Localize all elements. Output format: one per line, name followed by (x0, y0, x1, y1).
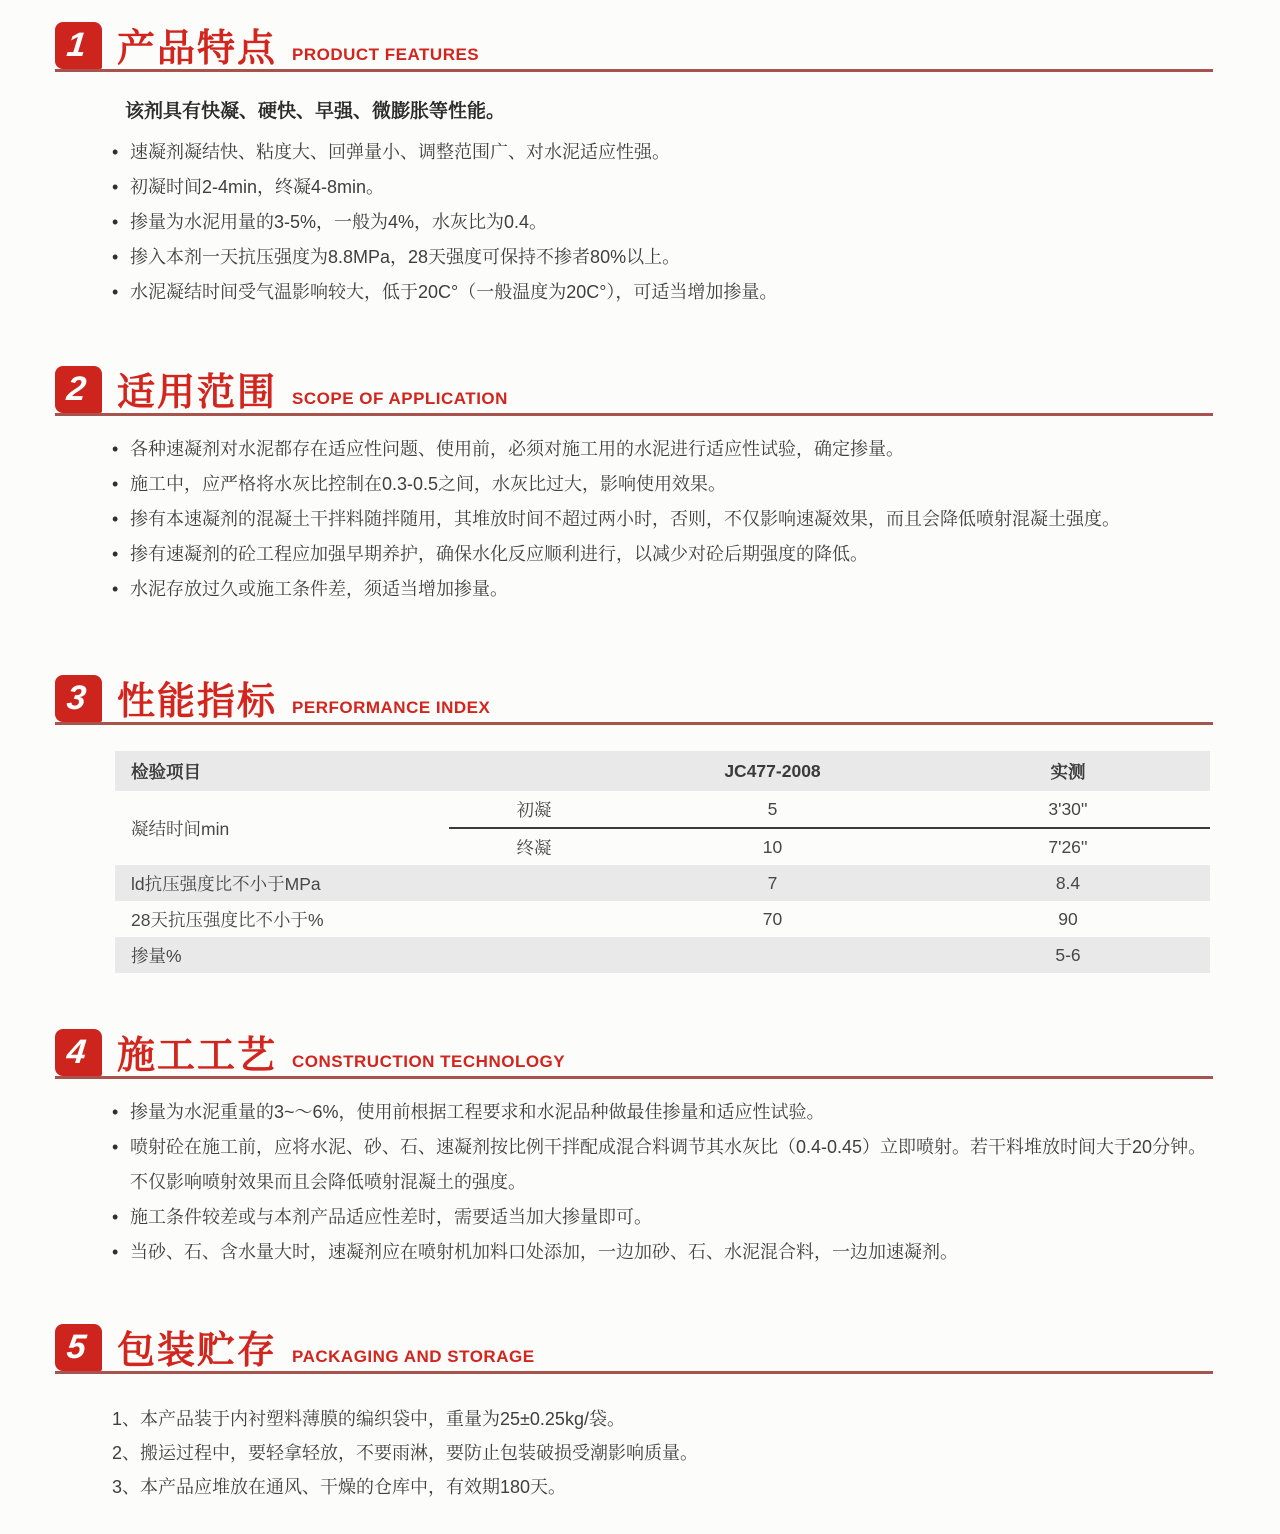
section-title: 适用范围 (117, 372, 278, 414)
bullet-item: • 各种速凝剂对水泥都存在适应性问题、使用前，必须对施工用的水泥进行适应性试验，确定掺量。 (130, 432, 1213, 467)
bullet-item: • 掺入本剂一天抗压强度为8.8MPa，28天强度可保持不掺者80%以上。 (130, 240, 1213, 275)
section-title: 施工工艺 (117, 1035, 278, 1077)
bullet-item: • 喷射砼在施工前，应将水泥、砂、石、速凝剂按比例干拌配成混合料调节其水灰比（0.4-0.45）立即喷射。若干料堆放时间大于20分钟。不仅影响喷射效果而且会降低喷射混凝土的强度。 (130, 1130, 1213, 1200)
section-5-header (55, 1324, 1213, 1374)
section-number-badge (55, 22, 102, 69)
section-construction-technology (55, 1029, 1213, 1270)
cell-measured: 8.4 (1055, 872, 1081, 893)
bullet-item: • 初凝时间2-4min，终凝4-8min。 (130, 170, 1213, 205)
bullet-item: • 掺有本速凝剂的混凝土干拌料随拌随用，其堆放时间不超过两小时，否则，不仅影响速凝效果，而且会降低喷射混凝土强度。 (130, 502, 1213, 537)
performance-table (115, 751, 1210, 973)
cell-standard: 10 (762, 836, 783, 857)
section-1-header (55, 22, 1213, 72)
cell-measured: 7'26'' (1048, 836, 1088, 857)
section-product-features (55, 22, 1213, 310)
bullet-item: • 当砂、石、含水量大时，速凝剂应在喷射机加料口处添加，一边加砂、石、水泥混合料，一边加速凝剂。 (130, 1235, 1213, 1270)
intro-line: 该剂具有快凝、硬快、早强、微膨胀等性能。 (125, 101, 506, 122)
section-number-badge (55, 1029, 102, 1076)
section-number-badge (55, 366, 102, 413)
section-number: 2 (65, 370, 89, 408)
bullet-item: • 速凝剂凝结快、粘度大、回弹量小、调整范围广、对水泥适应性强。 (130, 135, 1213, 170)
table-row-initial-set (115, 791, 1210, 828)
cell-item: ld抗压强度比不小于MPa (131, 873, 321, 894)
table-row (115, 865, 1210, 901)
bullet-item: • 掺量为水泥重量的3~～6%，使用前根据工程要求和水泥品种做最佳掺量和适应性试验。 (130, 1095, 1213, 1130)
section-subtitle: PERFORMANCE INDEX (292, 698, 491, 717)
section-subtitle: PACKAGING AND STORAGE (292, 1347, 535, 1366)
numbered-item: 3、本产品应堆放在通风、干燥的仓库中，有效期180天。 (112, 1477, 567, 1497)
bullet-list (55, 135, 1213, 310)
section-subtitle: SCOPE OF APPLICATION (292, 389, 508, 408)
section-number: 4 (65, 1033, 89, 1071)
section-number: 1 (65, 26, 89, 64)
bullet-list (55, 432, 1213, 607)
numbered-item: 1、本产品装于内衬塑料薄膜的编织袋中，重量为25±0.25kg/袋。 (112, 1409, 625, 1429)
cell-measured: 90 (1058, 908, 1078, 929)
numbered-list (55, 1402, 1213, 1504)
section-number: 3 (65, 679, 89, 717)
bullet-item: • 施工条件较差或与本剂产品适应性差时，需要适当加大掺量即可。 (130, 1200, 1213, 1235)
section-3-header (55, 675, 1213, 725)
section-performance-index (55, 675, 1213, 973)
bullet-item: • 水泥凝结时间受气温影响较大，低于20C°（一般温度为20C°），可适当增加掺量。 (130, 275, 1213, 310)
table-row (115, 901, 1210, 937)
cell-standard: 70 (762, 908, 783, 929)
numbered-item: 2、搬运过程中，要轻拿轻放，不要雨淋，要防止包装破损受潮影响质量。 (112, 1443, 699, 1463)
col-header-item: 检验项目 (131, 761, 201, 782)
cell-measured: 3'30'' (926, 791, 1210, 828)
cell-standard: 5 (619, 791, 926, 828)
cell-item: 掺量% (131, 945, 182, 966)
section-subtitle: CONSTRUCTION TECHNOLOGY (292, 1052, 566, 1071)
cell-item: 28天抗压强度比不小于% (131, 909, 324, 930)
col-header-standard: JC477-2008 (724, 760, 821, 781)
bullet-item: • 施工中，应严格将水灰比控制在0.3-0.5之间，水灰比过大，影响使用效果。 (130, 467, 1213, 502)
section-packaging-and-storage (55, 1324, 1213, 1504)
cell-sub-name: 初凝 (449, 791, 619, 828)
table-row (115, 937, 1210, 973)
section-2-header (55, 366, 1213, 416)
setting-time-label: 凝结时间min (131, 818, 230, 839)
table-header-row (115, 751, 1210, 791)
cell-sub-name: 终凝 (516, 837, 552, 858)
section-number: 5 (65, 1328, 89, 1366)
cell-standard: 7 (767, 872, 778, 893)
cell-standard (619, 937, 926, 973)
section-title: 包装贮存 (117, 1330, 278, 1372)
bullet-list (55, 1095, 1213, 1270)
bullet-item: • 水泥存放过久或施工条件差，须适当增加掺量。 (130, 572, 1213, 607)
section-number-badge (55, 675, 102, 722)
cell-measured: 5-6 (1055, 944, 1081, 965)
section-number-badge (55, 1324, 102, 1371)
bullet-item: • 掺量为水泥用量的3-5%，一般为4%，水灰比为0.4。 (130, 205, 1213, 240)
section-title: 性能指标 (117, 681, 278, 723)
section-scope-of-application (55, 366, 1213, 607)
col-header-measured: 实测 (1050, 761, 1086, 782)
section-subtitle: PRODUCT FEATURES (292, 45, 480, 64)
bullet-item: • 掺有速凝剂的砼工程应加强早期养护，确保水化反应顺利进行，以减少对砼后期强度的降低。 (130, 537, 1213, 572)
section-4-header (55, 1029, 1213, 1079)
section-title: 产品特点 (117, 28, 278, 70)
